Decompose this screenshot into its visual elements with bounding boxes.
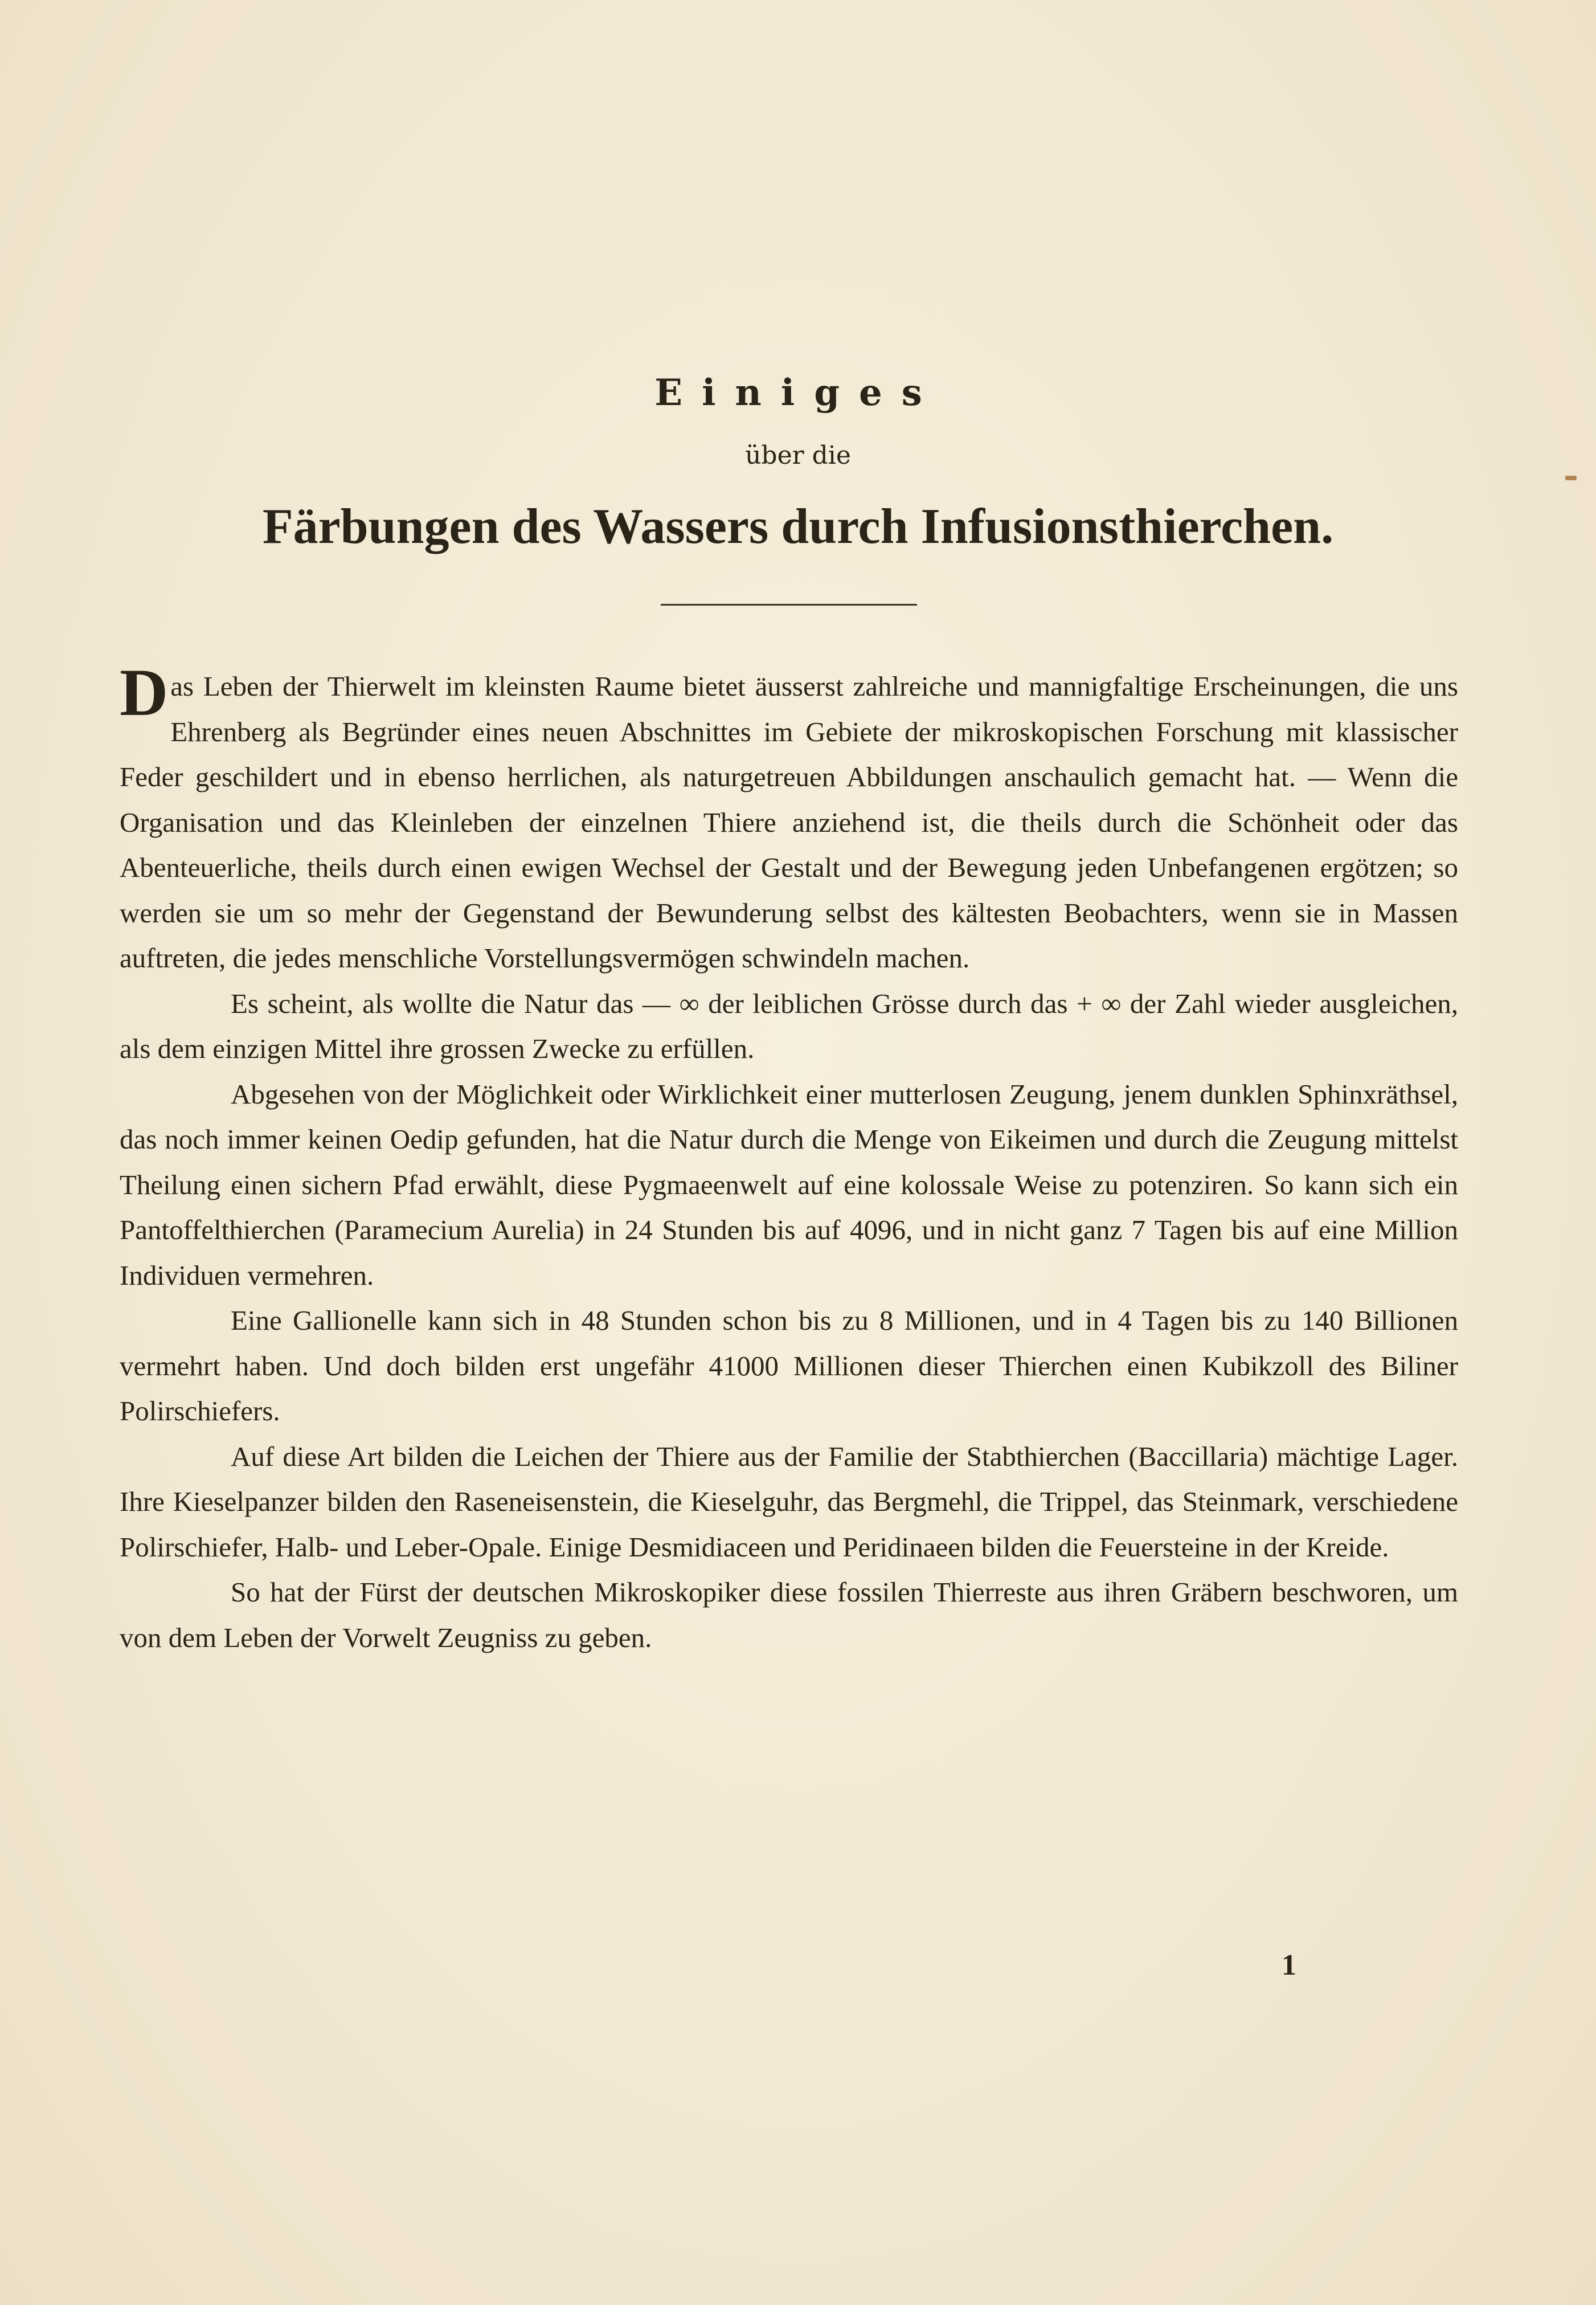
body-text [120,655,1458,1660]
drop-cap: D [120,655,169,730]
paragraph-2: Es scheint, als wollte die Natur das — ∞ der leiblichen Grösse durch das + ∞ der Zahl wieder ausgleichen, als dem einzigen Mittel ihre grossen Zwecke zu erfüllen. [120,987,1458,1064]
heading-main-title: Färbungen des Wassers durch Infusionsthierchen. [262,499,1334,554]
paragraph-3: Abgesehen von der Möglichkeit oder Wirklichkeit einer mutterlosen Zeugung, jenem dunklen Sphinxräthsel, das noch immer keinen Oedip gefunden, hat die Natur durch die Menge von Eikeimen und durch die Zeugung mittelst Theilung einen sichern Pfad erwählt, diese Pygmaeenwelt auf eine kolossale Weise zu potenziren. So kann sich ein Pantoffelthierchen (Paramecium Aurelia) in 24 Stunden bis auf 4096, und in nicht ganz 7 Tagen bis auf eine Million Individuen vermehren. [120,1078,1458,1291]
paragraph-1-text: as Leben der Thierwelt im kleinsten Raume bietet äusserst zahlreiche und mannigfaltige Erscheinungen, die uns Ehrenberg als Begründer eines neuen Abschnittes im Gebiete der mikroskopischen Forschung mit klassischer Feder geschildert und in ebenso herrlichen, als naturgetreuen Abbildungen anschaulich gemacht hat. — Wenn die Organisation und das Kleinleben der einzelnen Thiere anziehend ist, die theils durch die Schönheit oder das Abenteuerliche, theils durch einen ewigen Wechsel der Gestalt und der Bewegung jeden Unbefangenen ergötzen; so werden sie um so mehr der Gegenstand der Bewunderung selbst des kältesten Beobachters, wenn sie in Massen auftreten, die jedes menschliche Vorstellungsvermögen schwindeln machen. [120,671,1458,974]
paper-mark [1565,476,1577,480]
paragraph-6: So hat der Fürst der deutschen Mikroskopiker diese fossilen Thierreste aus ihren Gräbern beschworen, um von dem Leben der Vorwelt Zeugniss zu geben. [120,1576,1458,1653]
paragraph-5: Auf diese Art bilden die Leichen der Thiere aus der Familie der Stabthierchen (Baccillaria) mächtige Lager. Ihre Kieselpanzer bilden den Raseneisenstein, die Kieselguhr, das Bergmehl, die Trippel, das Steinmark, verschiedene Polirschiefer, Halb- und Leber-Opale. Einige Desmidiaceen und Peridinaeen bilden die Feuersteine in der Kreide. [120,1440,1458,1563]
heading-ueber-die: über die [745,441,851,470]
heading-einiges: Einiges [654,371,942,414]
paragraph-1 [120,655,1458,981]
paragraph-4: Eine Gallionelle kann sich in 48 Stunden schon bis zu 8 Millionen, und in 4 Tagen bis zu 140 Billionen vermehrt haben. Und doch bilden erst ungefähr 41000 Millionen dieser Thierchen einen Kubikzoll des Biliner Polirschiefers. [120,1305,1458,1427]
page-number: 1 [1282,1949,1296,1981]
title-divider [661,604,917,606]
